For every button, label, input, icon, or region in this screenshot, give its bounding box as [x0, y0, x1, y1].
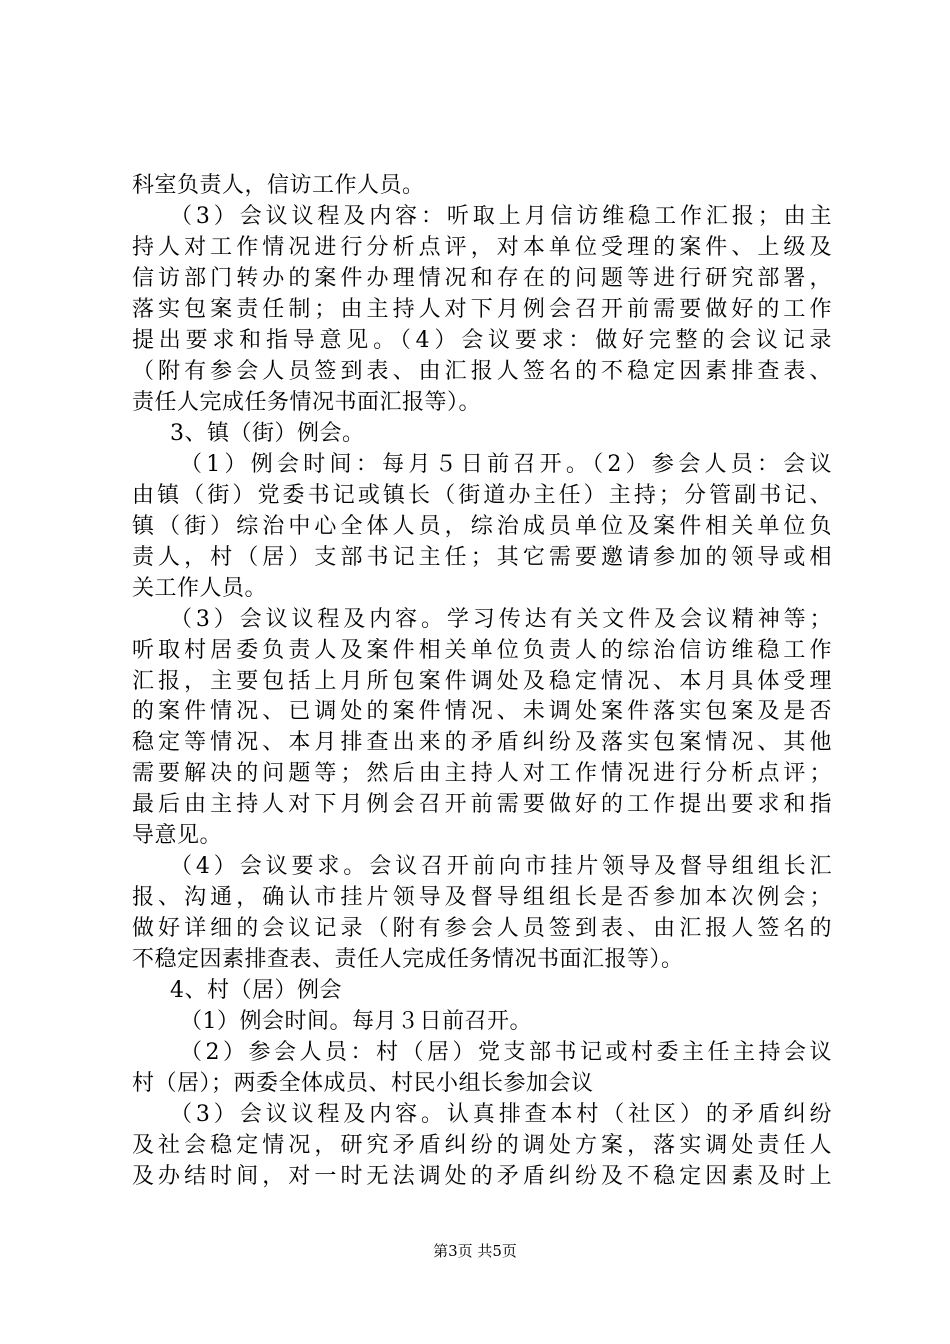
text-line: （3）会议议程及内容：听取上月信访维稳工作汇报；由主 [170, 204, 832, 229]
text-line: （3）会议议程及内容。认真排查本村（社区）的矛盾纠纷 [170, 1102, 832, 1127]
text-line: （2）参会人员：村（居）党支部书记或村委主任主持会议 [180, 1040, 832, 1065]
text-line: 关工作人员。 [132, 576, 268, 601]
text-line: 责人，村（居）支部书记主任；其它需要邀请参加的领导或相 [132, 545, 832, 570]
text-line: 科室负责人，信访工作人员。 [132, 173, 425, 198]
text-line: 责任人完成任务情况书面汇报等）。 [132, 390, 482, 415]
text-line: 汇报，主要包括上月所包案件调处及稳定情况、本月具体受理 [132, 669, 832, 694]
text-line: 报、沟通，确认市挂片领导及督导组组长是否参加本次例会； [132, 885, 832, 910]
text-line: 及办结时间，对一时无法调处的矛盾纠纷及不稳定因素及时上 [132, 1164, 832, 1189]
text-line: 稳定等情况、本月排查出来的矛盾纠纷及落实包案情况、其他 [132, 730, 832, 755]
text-line: 信访部门转办的案件办理情况和存在的问题等进行研究部署， [132, 266, 832, 291]
text-line: 村（居）；两委全体成员、村民小组长参加会议 [132, 1071, 594, 1096]
text-line: 的案件情况、已调处的案件情况、未调处案件落实包案及是否 [132, 699, 832, 724]
section-heading: 3、镇（街）例会。 [170, 421, 365, 446]
page-number-footer: 第3页 共5页 [433, 1242, 517, 1260]
text-line: （附有参会人员签到表、由汇报人签名的不稳定因素排查表、 [132, 359, 832, 384]
text-line: 不稳定因素排查表、责任人完成任务情况书面汇报等）。 [132, 947, 684, 972]
text-line: 导意见。 [132, 823, 223, 848]
text-line: （1）例会时间：每月５日前召开。（2）参会人员：会议 [180, 452, 832, 477]
text-line: 落实包案责任制；由主持人对下月例会召开前需要做好的工作 [132, 297, 832, 322]
text-line: （4）会议要求。会议召开前向市挂片领导及督导组组长汇 [170, 854, 832, 879]
text-line: （1）例会时间。每月３日前召开。 [180, 1009, 532, 1034]
text-line: 需要解决的问题等；然后由主持人对工作情况进行分析点评； [132, 761, 832, 786]
text-line: 及社会稳定情况，研究矛盾纠纷的调处方案，落实调处责任人 [132, 1133, 832, 1158]
text-line: 提出要求和指导意见。（4）会议要求：做好完整的会议记录 [132, 328, 832, 353]
text-line: 持人对工作情况进行分析点评，对本单位受理的案件、上级及 [132, 235, 832, 260]
text-line: 镇（街）综治中心全体人员，综治成员单位及案件相关单位负 [132, 514, 832, 539]
text-line: 听取村居委负责人及案件相关单位负责人的综治信访维稳工作 [132, 638, 832, 663]
text-line: （3）会议议程及内容。学习传达有关文件及会议精神等； [170, 607, 832, 632]
text-line: 最后由主持人对下月例会召开前需要做好的工作提出要求和指 [132, 792, 832, 817]
text-line: 由镇（街）党委书记或镇长（街道办主任）主持；分管副书记、 [132, 483, 832, 508]
text-line: 做好详细的会议记录（附有参会人员签到表、由汇报人签名的 [132, 916, 832, 941]
section-heading: 4、村（居）例会 [170, 978, 342, 1003]
